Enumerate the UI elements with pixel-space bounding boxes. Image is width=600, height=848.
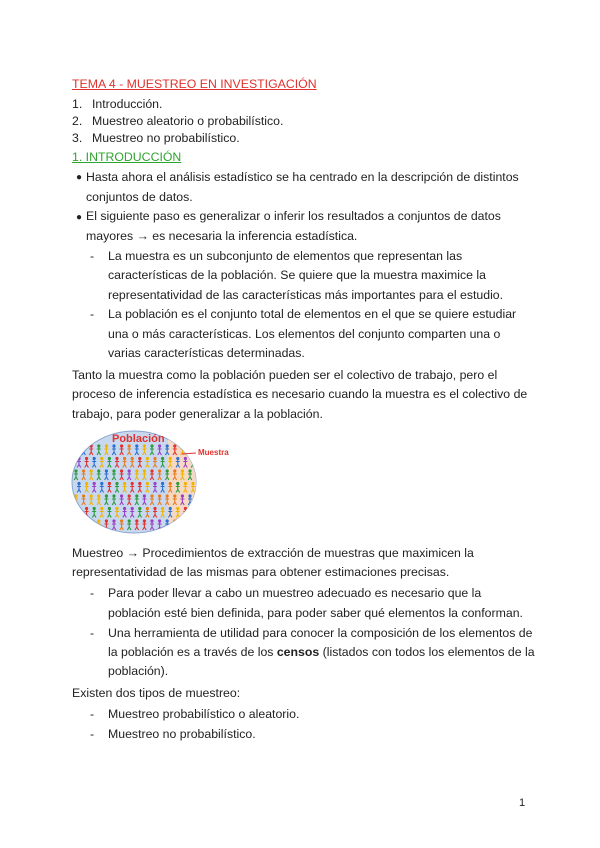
paragraph-line: Existen dos tipos de muestreo: (72, 686, 241, 700)
sub-item-text: una o más características. Los elementos del conjunto comparten una o (108, 327, 501, 341)
censos-bold-term: censos (276, 645, 320, 659)
person-icon (74, 519, 78, 530)
person-icon (188, 519, 192, 530)
censos-text-before: la población es a través de los (108, 645, 277, 659)
toc-number: 1. (72, 97, 83, 111)
sample-label: Muestra (198, 448, 229, 457)
dash-icon: - (90, 249, 95, 263)
page-number: 1 (519, 797, 526, 809)
paragraph-line: proceso de inferencia estadística es necesario cuando la muestra es el colectivo de (72, 387, 528, 401)
bullet-text: Hasta ahora el análisis estadístico se ha centrado en la descripción de distintos (86, 170, 519, 184)
dash-icon: - (90, 707, 95, 721)
person-icon (191, 507, 195, 518)
sub-item-text: población). (108, 664, 169, 678)
toc-number: 3. (72, 131, 83, 145)
censos-line (108, 644, 535, 660)
population-sample-figure (68, 428, 238, 540)
sub-item-text: La población es el conjunto total de elementos en el que se quiere estudiar (108, 307, 517, 321)
person-icon (89, 519, 93, 530)
paragraph-line: Tanto la muestra como la población pueden ser el colectivo de trabajo, pero el (72, 368, 498, 382)
list-item: Muestreo probabilístico o aleatorio. (108, 707, 300, 721)
dash-icon: - (90, 586, 95, 600)
person-icon (180, 519, 184, 530)
bullet-icon: ● (76, 212, 83, 223)
sub-item-text: Una herramienta de utilidad para conocer la composición de los elementos de (108, 626, 533, 640)
sub-item-text: características de la población. Se quiere que la muestra maximice la (108, 268, 486, 282)
sub-item-text: varias características determinadas. (108, 346, 305, 360)
dash-icon: - (90, 727, 95, 741)
paragraph-line: trabajo, para poder generalizar a la población. (72, 407, 323, 421)
sub-item-text: Para poder llevar a cabo un muestreo adecuado es necesario que la (108, 586, 482, 600)
censos-text-after: (listados con todos los elementos de la (319, 645, 535, 659)
sub-item-text: La muestra es un subconjunto de elementos que representan las (108, 249, 463, 263)
person-icon (74, 444, 78, 455)
sub-item-text: representatividad de las características más importantes para el estudio. (108, 288, 504, 302)
population-label: Población (112, 433, 165, 445)
section-heading: 1. INTRODUCCIÓN (72, 150, 182, 164)
dash-icon: - (90, 626, 95, 640)
bullet-text: conjuntos de datos. (86, 190, 193, 204)
toc-item: Muestreo no probabilístico. (92, 131, 240, 145)
sub-item-text: población esté bien definida, para poder saber qué elementos la conforman. (108, 606, 523, 620)
document-title: TEMA 4 - MUESTREO EN INVESTIGACIÓN (72, 77, 317, 91)
toc-number: 2. (72, 114, 83, 128)
toc-item: Introducción. (92, 97, 163, 111)
person-icon (82, 519, 86, 530)
bullet-text: mayores → es necesaria la inferencia estadística. (86, 229, 358, 243)
paragraph-line: Muestreo → Procedimientos de extracción de muestras que maximicen la (72, 546, 474, 560)
bullet-icon: ● (76, 172, 83, 183)
bullet-text: El siguiente paso es generalizar o inferir los resultados a conjuntos de datos (86, 209, 501, 223)
toc-item: Muestreo aleatorio o probabilístico. (92, 114, 284, 128)
paragraph-line: representatividad de las mismas para obtener estimaciones precisas. (72, 565, 450, 579)
dash-icon: - (90, 307, 95, 321)
list-item: Muestreo no probabilístico. (108, 727, 256, 741)
